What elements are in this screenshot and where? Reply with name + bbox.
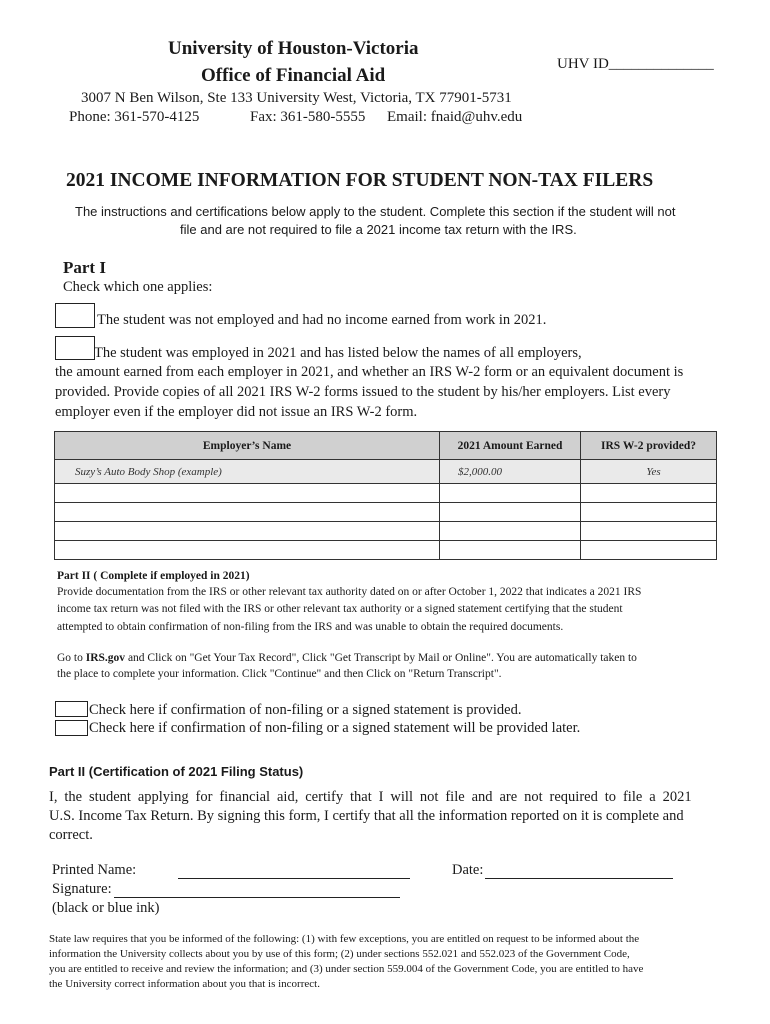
confirmation-provided-label: Check here if confirmation of non-filing or a signed statement is provided. [89, 702, 522, 718]
part2a-line-2: income tax return was not filed with the IRS or other relevant tax authority or a signed statement certifying that the student [57, 603, 623, 615]
part1-heading: Part I [63, 258, 106, 277]
employer-cell[interactable] [55, 541, 440, 560]
col-employer-name: Employer’s Name [55, 432, 440, 460]
privacy-notice-line-3: you are entitled to receive and review the information; and (3) under section 559.004 of the Government Code, you are entitled to have [49, 963, 644, 975]
part2a-heading: Part II ( Complete if employed in 2021) [57, 570, 250, 582]
table-row[interactable] [55, 522, 717, 541]
goto-instructions [57, 652, 637, 664]
address: 3007 N Ben Wilson, Ste 133 University West, Victoria, TX 77901-5731 [81, 90, 512, 106]
amount-cell[interactable] [440, 522, 581, 541]
w2-cell[interactable] [581, 541, 717, 560]
table-row[interactable] [55, 484, 717, 503]
fax: Fax: 361-580-5555 [250, 109, 366, 125]
employed-checkbox[interactable] [55, 336, 95, 360]
part1-instruction: Check which one applies: [63, 279, 213, 295]
ink-note: (black or blue ink) [52, 900, 160, 916]
goto-rest: and Click on "Get Your Tax Record", Click "Get Transcript by Mail or Online". You are automatically taken to [125, 652, 637, 664]
privacy-notice-line-4: the University correct information about you that is incorrect. [49, 978, 320, 990]
date-label: Date: [452, 862, 484, 878]
certification-line-1: I, the student applying for financial aid, certify that I will not file and are not required to file a 2021 [49, 789, 692, 805]
certification-line-2: U.S. Income Tax Return. By signing this form, I certify that all the information reported on it is complete and [49, 808, 684, 824]
amount-cell[interactable] [440, 484, 581, 503]
signature-label: Signature: [52, 881, 112, 897]
employed-label-3: provided. Provide copies of all 2021 IRS W-2 forms issued to the student by his/her employers. List every [55, 384, 671, 400]
not-employed-label: The student was not employed and had no income earned from work in 2021. [97, 312, 547, 328]
not-employed-checkbox[interactable] [55, 303, 95, 328]
table-row[interactable] [55, 541, 717, 560]
example-row [55, 460, 717, 484]
phone: Phone: 361-570-4125 [69, 109, 200, 125]
form-title: 2021 INCOME INFORMATION FOR STUDENT NON-TAX FILERS [66, 170, 654, 191]
privacy-notice-line-1: State law requires that you be informed of the following: (1) with few exceptions, you are entitled on request to be informed about the [49, 933, 640, 945]
col-amount-earned: 2021 Amount Earned [440, 432, 581, 460]
irs-gov-link[interactable]: IRS.gov [85, 652, 126, 664]
intro-line-2: file and are not required to file a 2021 income tax return with the IRS. [180, 222, 577, 237]
goto-line-2: the place to complete your information. Click "Continue" and then Click on "Return Transcript". [57, 668, 502, 680]
part2a-line-1: Provide documentation from the IRS or other relevant tax authority dated on or after October 1, 2022 that indicates a 2021 IRS [57, 586, 642, 598]
w2-cell[interactable] [581, 484, 717, 503]
example-w2: Yes [581, 460, 717, 484]
confirmation-later-checkbox[interactable] [55, 720, 88, 736]
employer-cell[interactable] [55, 522, 440, 541]
printed-name-line[interactable] [178, 878, 410, 879]
intro-line-1: The instructions and certifications below apply to the student. Complete this section if the student will not [75, 204, 676, 219]
w2-cell[interactable] [581, 522, 717, 541]
w2-cell[interactable] [581, 503, 717, 522]
amount-cell[interactable] [440, 541, 581, 560]
table-row[interactable] [55, 503, 717, 522]
confirmation-provided-checkbox[interactable] [55, 701, 88, 717]
certification-line-3: correct. [49, 827, 93, 843]
confirmation-later-label: Check here if confirmation of non-filing or a signed statement will be provided later. [89, 720, 581, 736]
example-employer: Suzy’s Auto Body Shop (example) [55, 460, 440, 484]
employer-cell[interactable] [55, 484, 440, 503]
employer-table [54, 431, 717, 560]
employed-label-2: the amount earned from each employer in 2021, and whether an IRS W-2 form or an equivalent document is [55, 364, 684, 380]
goto-prefix: Go to [57, 652, 86, 664]
part2a-line-3: attempted to obtain confirmation of non-filing from the IRS and was unable to obtain the required documents. [57, 621, 564, 633]
amount-cell[interactable] [440, 503, 581, 522]
col-w2-provided: IRS W-2 provided? [581, 432, 717, 460]
employer-cell[interactable] [55, 503, 440, 522]
part2b-heading: Part II (Certification of 2021 Filing Status) [49, 764, 304, 779]
printed-name-label: Printed Name: [52, 862, 137, 878]
signature-line[interactable] [114, 897, 400, 898]
employed-label-1: The student was employed in 2021 and has listed below the names of all employers, [94, 345, 582, 361]
university-name: University of Houston-Victoria [168, 38, 419, 59]
uhv-id-field[interactable]: UHV ID______________ [557, 56, 714, 72]
office-name: Office of Financial Aid [201, 65, 386, 86]
date-line[interactable] [485, 878, 673, 879]
email: Email: fnaid@uhv.edu [387, 109, 523, 125]
privacy-notice-line-2: information the University collects about you by use of this form; (2) under sections 552.021 and 552.023 of the Government Code, [49, 948, 630, 960]
table-header-row [55, 432, 717, 460]
example-amount: $2,000.00 [440, 460, 581, 484]
employed-label-4: employer even if the employer did not issue an IRS W-2 form. [55, 404, 418, 420]
